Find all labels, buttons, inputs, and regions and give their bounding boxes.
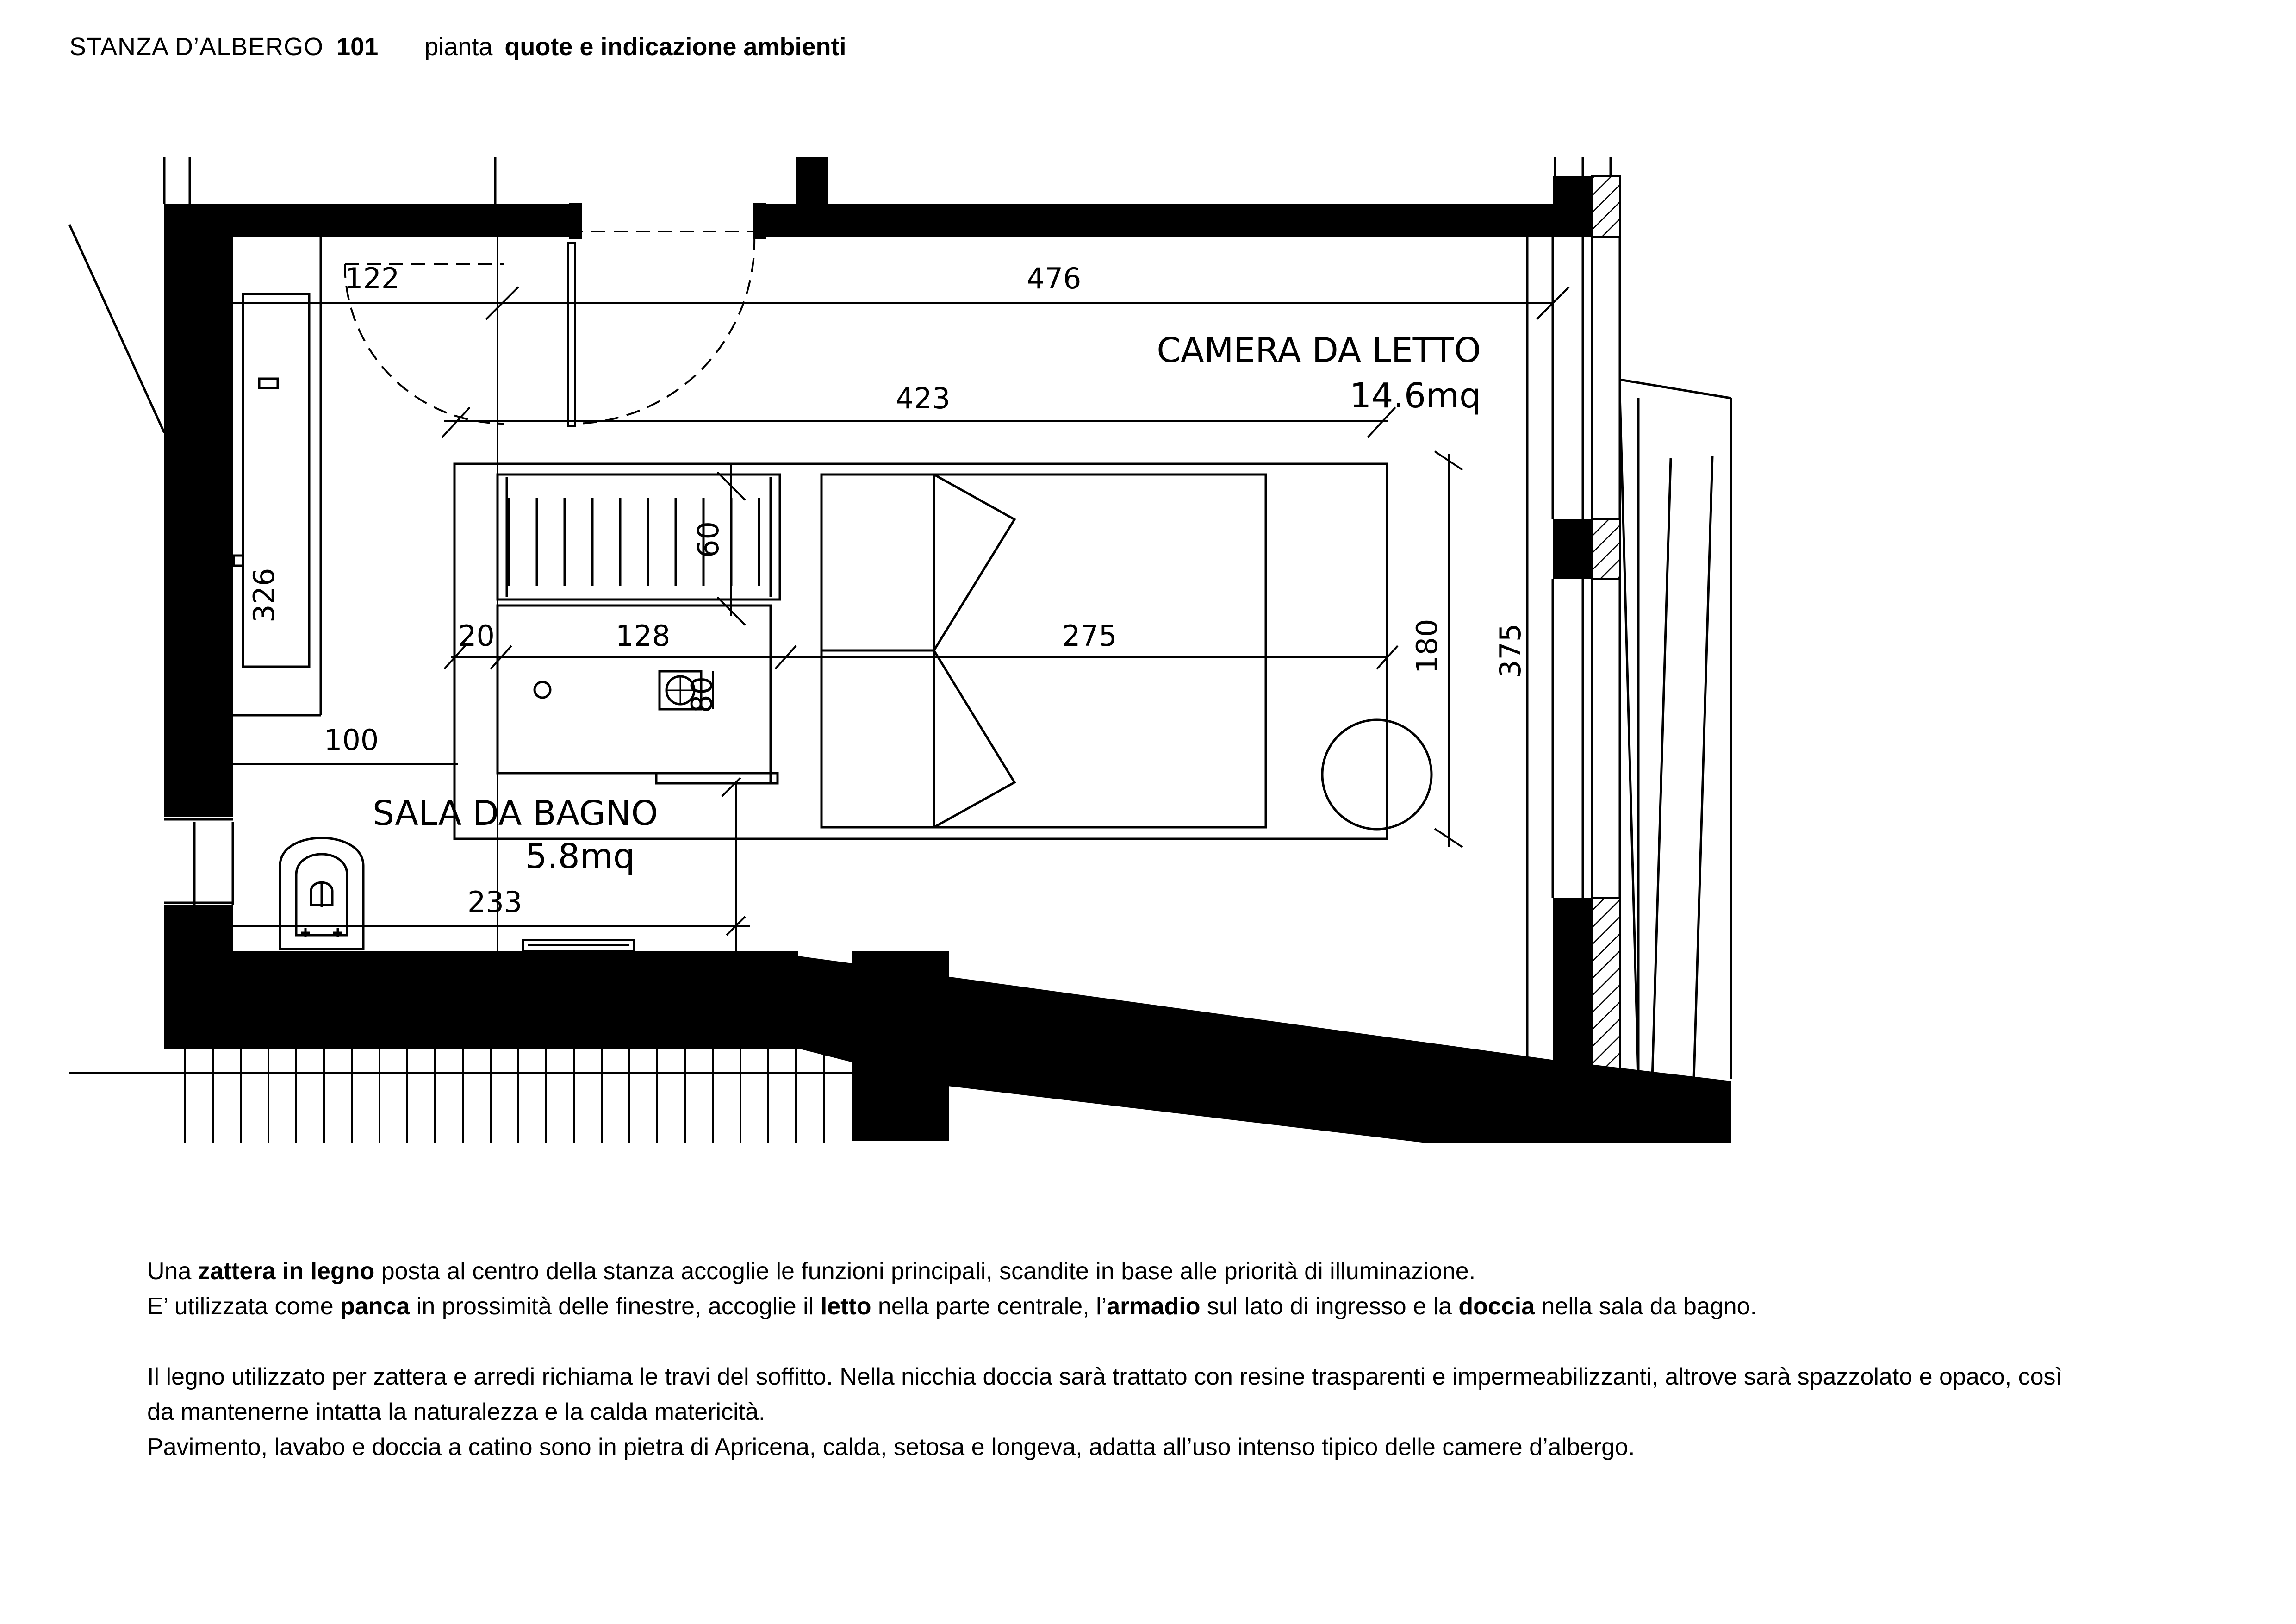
bed	[821, 475, 1266, 827]
bathroom-name: SALA DA BAGNO	[373, 793, 658, 833]
bedroom-name: CAMERA DA LETTO	[1157, 331, 1481, 370]
page-subtitle: quote e indicazione ambienti	[504, 33, 846, 61]
bedroom-area: 14.6mq	[1350, 376, 1481, 416]
toilet	[280, 838, 363, 949]
description-line-3: Il legno utilizzato per zattera e arredi richiama le travi del soffitto. Nella nicchia doccia sarà trattato con resine trasparenti e impermeabilizzanti, altrove sarà spazzolato e opaco, così	[147, 1363, 2062, 1390]
description-line-5: Pavimento, lavabo e doccia a catino sono in pietra di Apricena, calda, setosa e longeva, adatta all’uso intenso tipico delle camere d’albergo.	[147, 1434, 1635, 1461]
dim-423: 423	[896, 381, 951, 415]
description	[147, 1254, 2184, 1465]
dim-20: 20	[458, 619, 495, 653]
vanity	[233, 237, 321, 715]
hatched-walls	[1592, 176, 1620, 1072]
dim-122: 122	[345, 262, 400, 295]
view-label: pianta	[424, 33, 493, 61]
dim-100: 100	[324, 723, 379, 757]
description-line-4: da mantenerne intatta la naturalezza e la calda matericità.	[147, 1399, 765, 1425]
dim-375: 375	[1493, 623, 1527, 678]
description-line-1: Una zattera in legno posta al centro della stanza accoglie le funzioni principali, scandite in base alle priorità di illuminazione.	[147, 1258, 1476, 1285]
dim-180: 180	[1410, 618, 1444, 674]
dim-326: 326	[247, 568, 281, 623]
room-number: 101	[336, 33, 379, 61]
bathroom-area: 5.8mq	[525, 837, 635, 876]
dim-275: 275	[1062, 619, 1117, 653]
round-table	[1322, 720, 1431, 829]
exterior-hatch	[185, 1049, 824, 1143]
context-lines	[69, 157, 1731, 1079]
dim-80: 80	[685, 676, 719, 713]
entrance-door	[345, 231, 757, 426]
dim-233: 233	[467, 885, 523, 919]
radiator	[523, 940, 634, 951]
description-line-2: E’ utilizzata come panca in prossimità delle finestre, accoglie il letto nella parte centrale, l’armadio sul lato di ingresso e la doccia nella sala da bagno.	[147, 1293, 1757, 1320]
dim-60: 60	[691, 521, 725, 558]
dim-128: 128	[616, 619, 671, 653]
page-title: STANZA D’ALBERGO	[69, 33, 324, 61]
dim-476: 476	[1027, 262, 1082, 295]
